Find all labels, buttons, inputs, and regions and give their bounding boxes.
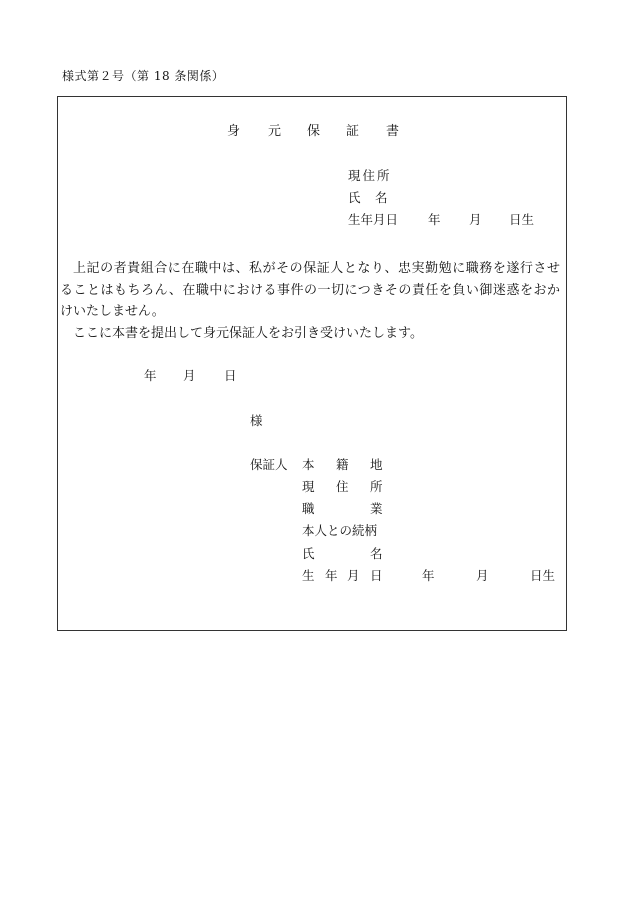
form-number-label: 様式第２号（第 18 条関係）	[62, 69, 225, 83]
guarantor-birth-char: 月	[347, 568, 360, 583]
birth-day-label: 日生	[509, 212, 535, 227]
body-line: ここに本書を提出して身元保証人をお引き受けいたします。	[73, 325, 423, 341]
guarantor-birth-char: 生	[302, 568, 315, 583]
domicile-char: 地	[370, 457, 383, 472]
guarantor-birth-char: 日	[370, 568, 383, 583]
body-paragraph	[60, 258, 560, 344]
birth-year-label: 年	[428, 212, 441, 227]
guarantor-address-char: 所	[370, 479, 383, 494]
occupation-char: 業	[370, 501, 383, 516]
title-char: 書	[386, 124, 400, 139]
address-label: 現住所	[348, 168, 392, 183]
guarantor-address-char: 現	[302, 479, 315, 494]
guarantor-name-char: 氏	[302, 546, 315, 561]
domicile-char: 籍	[336, 457, 349, 472]
guarantor-birth-year-label: 年	[422, 568, 435, 583]
birth-month-label: 月	[469, 212, 482, 227]
title-char: 身	[227, 124, 241, 139]
guarantor-birth-day-label: 日生	[530, 568, 556, 583]
birthdate-label: 生年月日	[348, 212, 399, 227]
date-month-label: 月	[183, 368, 196, 383]
body-line: ることはもちろん、在職中における事件の一切につきその責任を負い御迷惑をおか	[60, 282, 560, 298]
title-char: 保	[307, 124, 321, 139]
relationship-label: 本人との続柄	[302, 523, 378, 538]
name-label: 氏 名	[348, 190, 389, 205]
body-line: 上記の者貴組合に在職中は、私がその保証人となり、忠実勤勉に職務を遂行させ	[73, 261, 560, 276]
date-year-label: 年	[144, 368, 157, 383]
domicile-char: 本	[302, 457, 315, 472]
guarantor-name-char: 名	[370, 546, 383, 561]
title-char: 元	[268, 124, 282, 139]
guarantor-address-char: 住	[336, 479, 349, 494]
occupation-char: 職	[302, 501, 315, 516]
body-line: けいたしません。	[60, 304, 165, 319]
title-char: 証	[346, 124, 360, 139]
guarantor-label: 保証人	[250, 457, 288, 472]
addressee-suffix: 様	[250, 413, 263, 428]
guarantor-birth-month-label: 月	[476, 568, 489, 583]
date-day-label: 日	[224, 368, 237, 383]
guarantor-birth-char: 年	[325, 568, 338, 583]
